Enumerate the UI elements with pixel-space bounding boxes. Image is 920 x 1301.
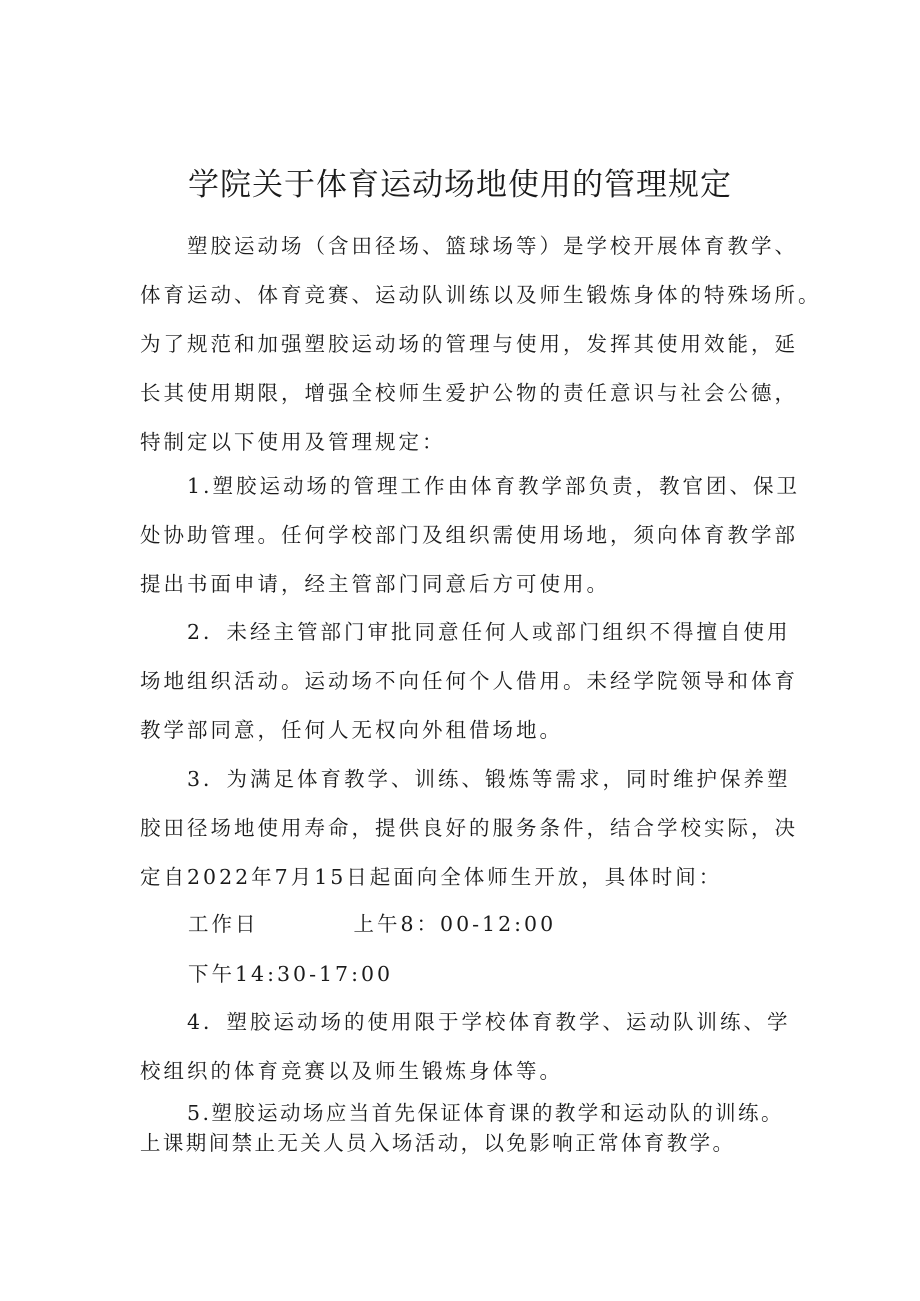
- paragraph-line: 提出书面申请，经主管部门同意后方可使用。: [140, 572, 610, 596]
- paragraph-line: 校组织的体育竞赛以及师生锻炼身体等。: [140, 1059, 563, 1083]
- rule-item-1: [140, 462, 801, 609]
- rule-item-3: [140, 755, 798, 902]
- paragraph-line: 塑胶运动场（含田径场、篮球场等）是学校开展体育教学、: [187, 234, 798, 258]
- paragraph-line: 2．未经主管部门审批同意任何人或部门组织不得擅自使用: [187, 620, 791, 644]
- paragraph-line: 5.塑胶运动场应当首先保证体育课的教学和运动队的训练。: [187, 1101, 784, 1125]
- schedule-afternoon: [188, 950, 688, 999]
- paragraph-line: 教学部同意，任何人无权向外租借场地。: [140, 718, 563, 742]
- paragraph-line: 定自2022年7月15日起面向全体师生开放，具体时间：: [140, 865, 723, 889]
- rule-item-2: [140, 608, 798, 755]
- workday-label: 工作日: [188, 912, 259, 936]
- paragraph-line: 3．为满足体育教学、训练、锻炼等需求，同时维护保养塑: [187, 767, 791, 791]
- paragraph-line: 上课期间禁止无关人员入场活动，以免影响正常体育教学。: [140, 1131, 736, 1155]
- paragraph-line: 处协助管理。任何学校部门及组织需使用场地，须向体育教学部: [140, 523, 798, 547]
- paragraph-line: 场地组织活动。运动场不向任何个人借用。未经学院领导和体育: [140, 669, 798, 693]
- paragraph-line: 4．塑胶运动场的使用限于学校体育教学、运动队训练、学: [187, 1010, 791, 1034]
- document-title: 学院关于体育运动场地使用的管理规定: [188, 166, 732, 203]
- paragraph-line: 体育运动、体育竞赛、运动队训练以及师生锻炼身体的特殊场所。: [140, 283, 822, 307]
- paragraph-line: 为了规范和加强塑胶运动场的管理与使用，发挥其使用效能，延: [140, 332, 798, 356]
- rule-item-4: [140, 998, 792, 1096]
- schedule-workday: [188, 900, 688, 949]
- paragraph-line: 长其使用期限，增强全校师生爱护公物的责任意识与社会公德，: [140, 381, 798, 405]
- paragraph-line: 特制定以下使用及管理规定：: [140, 430, 446, 454]
- schedule-line: [188, 900, 688, 949]
- intro-paragraph: [140, 222, 822, 467]
- paragraph-line: 1.塑胶运动场的管理工作由体育教学部负责，教官团、保卫: [187, 474, 801, 498]
- afternoon-hours: 下午14:30-17:00: [188, 962, 394, 986]
- morning-hours: 上午8：00-12:00: [353, 912, 557, 936]
- paragraph-line: 胶田径场地使用寿命，提供良好的服务条件，结合学校实际，决: [140, 816, 798, 840]
- rule-item-5: [140, 1098, 792, 1158]
